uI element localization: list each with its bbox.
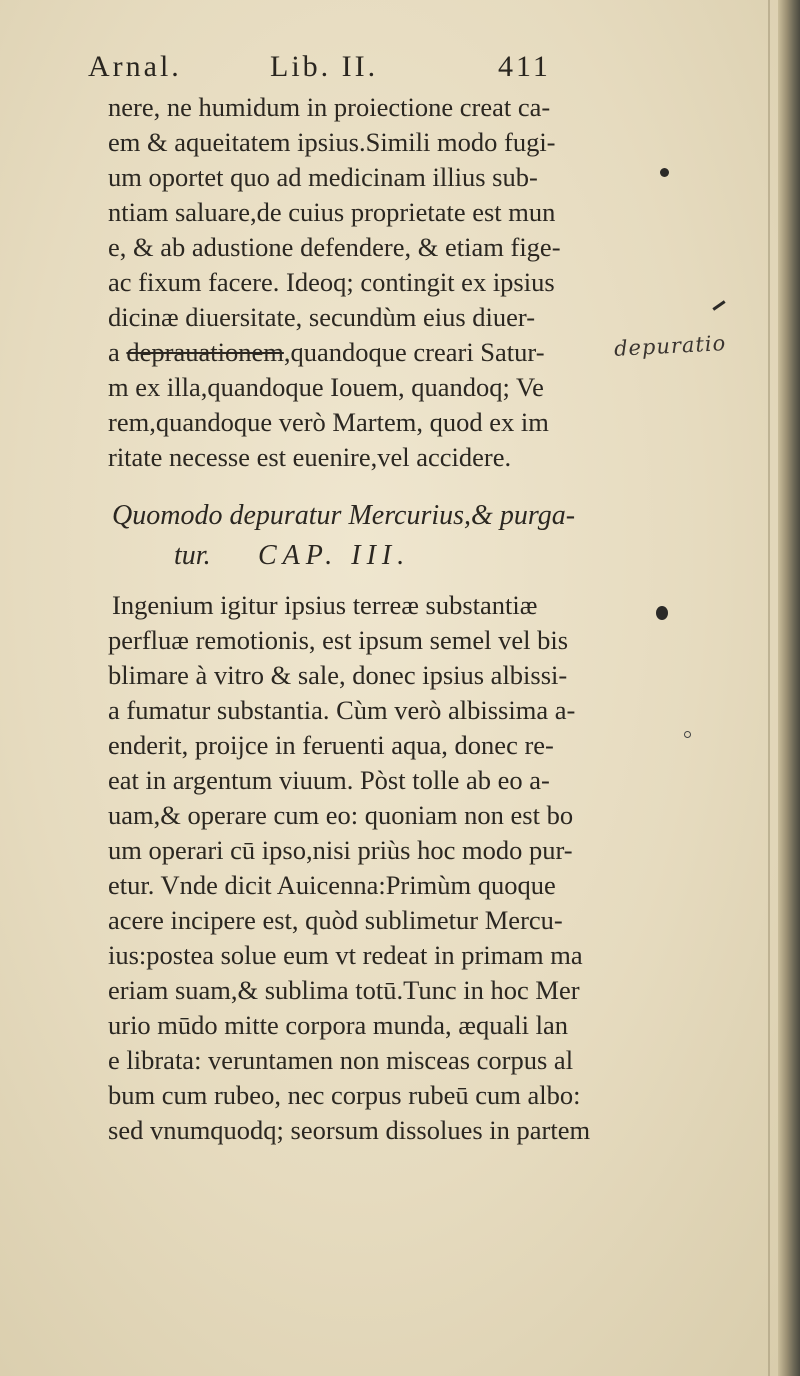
chapter-heading-continued: tur.: [174, 540, 211, 571]
text-line: eat in argentum viuum. Pòst tolle ab eo a-: [108, 765, 550, 795]
text-line: uam,& operare cum eo: quoniam non est bo: [108, 800, 574, 830]
handwritten-marginal-note: depuratio: [613, 331, 727, 361]
line-suffix: ,quandoque creari Satur-: [283, 337, 545, 367]
text-line: dicinæ diuersitate, secundùm eius diuer-: [108, 302, 536, 332]
struck-word: deprauationem: [126, 337, 284, 367]
text-line: m ex illa,quandoque Iouem, quandoq; Ve: [108, 372, 544, 402]
page-number: 411: [498, 50, 551, 83]
chapter-heading: Quomodo depuratur Mercurius,& purga-: [112, 500, 576, 531]
text-line: ritate necesse est euenire,vel accidere.: [108, 442, 512, 472]
text-line: etur. Vnde dicit Auicenna:Primùm quoque: [108, 870, 556, 900]
ink-dot: [660, 168, 669, 177]
running-head: [88, 50, 608, 90]
line-prefix: a: [108, 337, 127, 367]
text-line: sed vnumquodq; seorsum dissolues in partem: [108, 1115, 591, 1145]
text-line: rem,quandoque verò Martem, quod ex im: [108, 407, 549, 437]
text-line: ius:postea solue eum vt redeat in primam ma: [108, 940, 583, 970]
text-line: em & aqueitatem ipsius.Simili modo fugi-: [108, 127, 556, 157]
running-head-author: Arnal.: [88, 50, 182, 83]
text-line: a fumatur substantia. Cùm verò albissima a-: [108, 695, 576, 725]
chapter-label: CAP. III.: [258, 540, 411, 571]
text-line: e librata: veruntamen non misceas corpus al: [108, 1045, 574, 1075]
text-line: nere, ne humidum in proiectione creat ca-: [108, 92, 551, 122]
running-head-book: Lib. II.: [270, 50, 379, 83]
text-line: e, & ab adustione defendere, & etiam fige-: [108, 232, 561, 262]
text-line: eriam suam,& sublima totū.Tunc in hoc Mer: [108, 975, 580, 1005]
text-line: Ingenium igitur ipsius terreæ substantiæ: [112, 590, 538, 620]
text-line: acere incipere est, quòd sublimetur Mercu-: [108, 905, 563, 935]
text-line: enderit, proijce in feruenti aqua, donec re-: [108, 730, 554, 760]
gutter-line: [768, 0, 770, 1376]
text-line: ntiam saluare,de cuius proprietate est mun: [108, 197, 556, 227]
text-line: bum cum rubeo, nec corpus rubeū cum albo:: [108, 1080, 581, 1110]
text-line: um operari cū ipso,nisi priùs hoc modo pur-: [108, 835, 573, 865]
text-line: blimare à vitro & sale, donec ipsius albissi-: [108, 660, 568, 690]
text-line: ac fixum facere. Ideoq; contingit ex ipsius: [108, 267, 555, 297]
ink-circle: [684, 731, 691, 738]
text-line-with-deletion: [108, 337, 545, 367]
marginal-tick-mark: [712, 300, 725, 310]
ink-dot: [656, 606, 668, 620]
text-line: urio mūdo mitte corpora munda, æquali lan: [108, 1010, 568, 1040]
book-gutter: [778, 0, 800, 1376]
text-line: perfluæ remotionis, est ipsum semel vel bis: [108, 625, 569, 655]
text-line: um oportet quo ad medicinam illius sub-: [108, 162, 538, 192]
